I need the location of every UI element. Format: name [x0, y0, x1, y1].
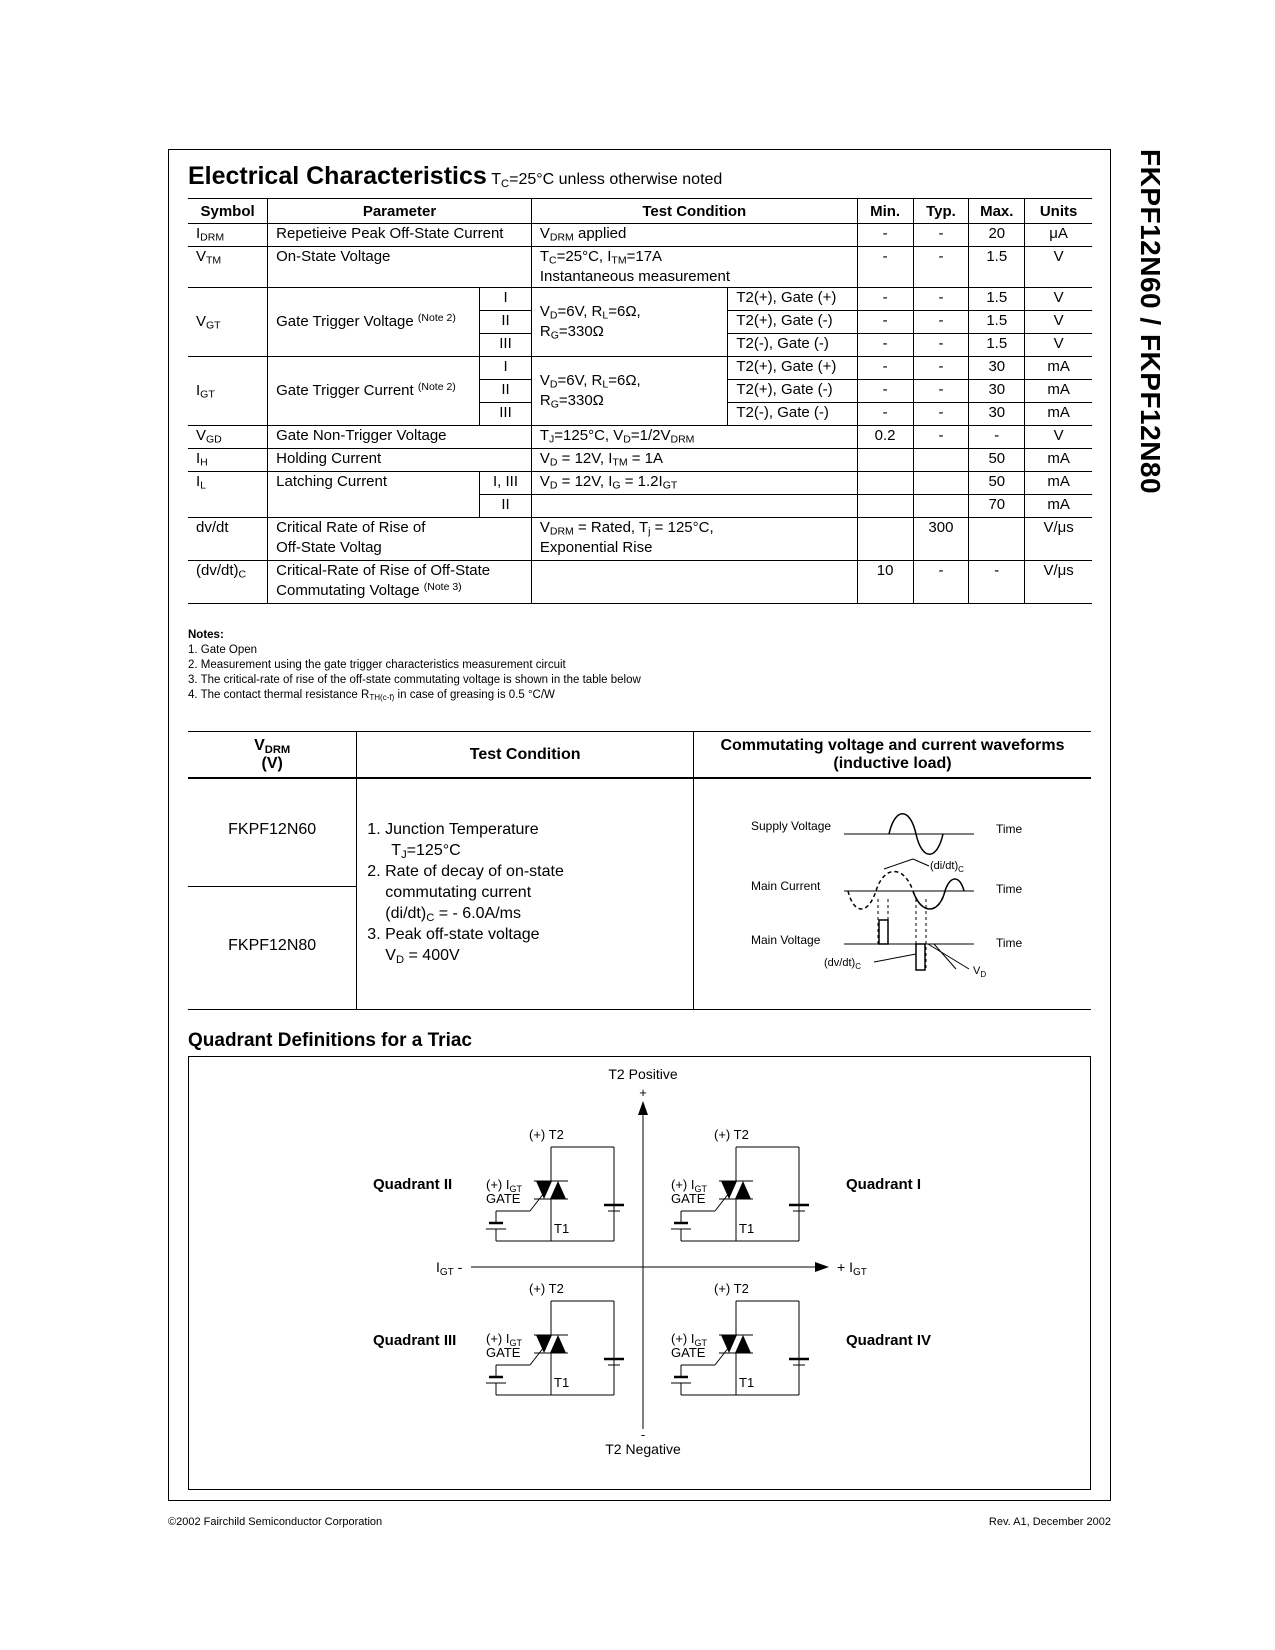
cell-parameter: Holding Current	[268, 449, 532, 472]
triac-circuit-q2	[486, 1127, 624, 1241]
cell-min	[857, 495, 913, 518]
cell-symbol: dv/dt	[188, 518, 268, 561]
cell-unit: mA	[1025, 403, 1092, 426]
cell-min: -	[857, 380, 913, 403]
cell-max: 1.5	[969, 311, 1025, 334]
cell-typ	[913, 472, 969, 495]
cell-symbol: $(dv/dt)_C$	[188, 561, 268, 604]
section-condition: $T_C=25^\circ C$ unless otherwise noted	[491, 171, 723, 190]
igt-label: (+) $I_{GT}$	[486, 1177, 522, 1194]
cell-max: 20	[969, 224, 1025, 247]
header-typ: Typ.	[913, 199, 969, 224]
cell-quadrant: I	[480, 288, 532, 311]
cell-min	[857, 472, 913, 495]
t1-label: T1	[739, 1221, 755, 1236]
vd-leader	[928, 944, 969, 969]
didt-label: $(di/dt)_C$	[929, 860, 964, 874]
cell-typ: -	[913, 403, 969, 426]
table-header-row	[188, 732, 1091, 779]
main-voltage-label: Main Voltage	[750, 933, 821, 947]
table-row	[188, 426, 1092, 449]
condition-3b: $V_D = 400V$	[385, 947, 460, 966]
cell-waveforms	[693, 778, 1091, 1010]
cell-unit: mA	[1025, 357, 1092, 380]
table-row	[188, 472, 1092, 495]
header-units: Units	[1025, 199, 1092, 224]
note-3: 3. The critical-rate of rise of the off-state commutating voltage is shown in the table below	[188, 674, 641, 686]
cell-max: 70	[969, 495, 1025, 518]
cell-min: 0.2	[857, 426, 913, 449]
cell-quadrant: I, III	[480, 472, 532, 495]
didt-leader-2	[913, 859, 929, 866]
cell-typ	[913, 495, 969, 518]
cell-test-condition	[357, 778, 694, 1010]
current-waveform-solid	[913, 879, 964, 909]
t1-label: T1	[739, 1375, 755, 1390]
cell-unit: V	[1025, 247, 1092, 288]
cell-condition: $V_D=6V$, $R_L=6\Omega$, $R_G=330\Omega$	[531, 288, 728, 357]
header-waveforms: Commutating voltage and current waveforms (inductive load)	[693, 732, 1091, 779]
cell-symbol: $I_{DRM}$	[188, 224, 268, 247]
cell-min: 10	[857, 561, 913, 604]
cell-typ: -	[913, 247, 969, 288]
table-row	[188, 778, 1091, 1010]
side-title-container	[1112, 149, 1166, 669]
cell-symbol: $V_{TM}$	[188, 247, 268, 288]
cell-max: 30	[969, 380, 1025, 403]
cell-typ: -	[913, 288, 969, 311]
cell-parameter: On-State Voltage	[268, 247, 532, 288]
gate-label: GATE	[486, 1345, 521, 1360]
cell-quadrant: I	[480, 357, 532, 380]
cell-max: -	[969, 426, 1025, 449]
table-row	[188, 357, 1092, 380]
cell-min: -	[857, 357, 913, 380]
table-row	[188, 518, 1092, 561]
cell-unit: V	[1025, 311, 1092, 334]
cell-gate: T2(+), Gate (-)	[728, 380, 857, 403]
table-row	[188, 288, 1092, 311]
triac-circuit-q1	[671, 1127, 809, 1241]
voltage-pulse-positive	[879, 920, 888, 944]
t2-label: (+) T2	[529, 1127, 564, 1142]
quadrant-diagram	[189, 1057, 1090, 1489]
cell-max: 1.5	[969, 247, 1025, 288]
cell-symbol: $I_H$	[188, 449, 268, 472]
header-vdrm: $V_{DRM}$ (V)	[188, 732, 357, 779]
header-test-condition: Test Condition	[531, 199, 857, 224]
voltage-pulse-negative	[916, 944, 925, 970]
cell-unit: V/μs	[1025, 518, 1092, 561]
plus-label: +	[639, 1085, 647, 1100]
cell-unit: mA	[1025, 380, 1092, 403]
current-waveform	[848, 872, 945, 910]
t2-label: (+) T2	[529, 1281, 564, 1296]
cell-min: -	[857, 224, 913, 247]
quadrant-iv-label: Quadrant IV	[846, 1332, 932, 1349]
quadrant-iii-label: Quadrant III	[373, 1332, 457, 1349]
cell-parts	[188, 778, 357, 1010]
cell-min: -	[857, 311, 913, 334]
cell-parameter: Gate Trigger Current $^{(Note 2)}$	[268, 357, 480, 426]
cell-typ: -	[913, 334, 969, 357]
igt-positive-label: + $I_{GT}$	[837, 1259, 867, 1278]
cell-unit: V/μs	[1025, 561, 1092, 604]
part-number: FKPF12N60	[228, 821, 317, 838]
cell-unit: V	[1025, 288, 1092, 311]
igt-label: (+) $I_{GT}$	[671, 1331, 707, 1348]
electrical-characteristics-table	[188, 198, 1092, 604]
table-header-row	[188, 199, 1092, 224]
cell-max: 1.5	[969, 288, 1025, 311]
cell-min	[857, 518, 913, 561]
t2-negative-label: T2 Negative	[605, 1441, 681, 1457]
cell-quadrant: II	[480, 495, 532, 518]
cell-max: 30	[969, 403, 1025, 426]
didt-leader	[884, 859, 913, 869]
cell-unit: V	[1025, 334, 1092, 357]
cell-typ: -	[913, 380, 969, 403]
cell-gate: T2(+), Gate (+)	[728, 357, 857, 380]
cell-symbol: $I_L$	[188, 472, 268, 518]
quadrant-i-label: Quadrant I	[846, 1176, 922, 1193]
header-parameter: Parameter	[268, 199, 532, 224]
cell-unit: mA	[1025, 495, 1092, 518]
cell-quadrant: II	[480, 311, 532, 334]
part-cell-1	[188, 779, 356, 887]
electrical-characteristics-title	[188, 162, 722, 191]
triac-circuit-q4	[671, 1281, 809, 1395]
t2-label: (+) T2	[714, 1127, 749, 1142]
cell-typ: -	[913, 311, 969, 334]
quadrant-diagram-box	[188, 1056, 1091, 1490]
cell-typ: -	[913, 426, 969, 449]
table-row	[188, 561, 1092, 604]
cell-condition: $V_D = 12V$, $I_G = 1.2I_{GT}$	[531, 472, 857, 495]
time-label: Time	[995, 882, 1023, 896]
cell-parameter: Repetieive Peak Off-State Current	[268, 224, 532, 247]
notes	[188, 628, 641, 703]
cell-max: 30	[969, 357, 1025, 380]
header-min: Min.	[857, 199, 913, 224]
cell-condition: $T_C=25^\circ C$, $I_{TM}=17A$ Instantaneous measurement	[531, 247, 857, 288]
cell-max: 50	[969, 449, 1025, 472]
supply-voltage-label: Supply Voltage	[750, 819, 832, 833]
cell-min	[857, 449, 913, 472]
cell-quadrant: III	[480, 334, 532, 357]
cell-parameter: Latching Current	[268, 472, 480, 518]
dvdt-label: $(dv/dt)_C$	[823, 957, 861, 971]
quadrant-title: Quadrant Definitions for a Triac	[188, 1030, 472, 1051]
note-2: 2. Measurement using the gate trigger characteristics measurement circuit	[188, 659, 566, 671]
gate-label: GATE	[671, 1345, 706, 1360]
note-4: 4. The contact thermal resistance $R_{TH(c-f)}$ in case of greasing is 0.5 °C/W	[188, 689, 555, 702]
waveform-diagram	[694, 779, 1091, 1007]
part-cell-2	[188, 887, 356, 1007]
t1-label: T1	[554, 1221, 570, 1236]
cell-max	[969, 518, 1025, 561]
cell-min: -	[857, 334, 913, 357]
cell-unit: V	[1025, 426, 1092, 449]
table-row	[188, 449, 1092, 472]
gate-label: GATE	[671, 1191, 706, 1206]
cell-gate: T2(-), Gate (-)	[728, 334, 857, 357]
cell-parameter: Gate Trigger Voltage $^{(Note 2)}$	[268, 288, 480, 357]
cell-symbol: $V_{GT}$	[188, 288, 268, 357]
cell-condition: $V_D=6V$, $R_L=6\Omega$, $R_G=330\Omega$	[531, 357, 728, 426]
side-title: FKPF12N60 / FKPF12N80	[1135, 149, 1166, 495]
header-test-condition: Test Condition	[357, 732, 694, 779]
igt-negative-label: $I_{GT}$ -	[436, 1259, 463, 1278]
cell-parameter: Critical-Rate of Rise of Off-State Commutating Voltage $^{(Note 3)}$	[268, 561, 532, 604]
cell-unit: mA	[1025, 472, 1092, 495]
footer-copyright: ©2002 Fairchild Semiconductor Corporation	[168, 1516, 383, 1528]
dvdt-leader	[874, 954, 916, 962]
cell-max: -	[969, 561, 1025, 604]
cell-max: 50	[969, 472, 1025, 495]
cell-gate: T2(+), Gate (+)	[728, 288, 857, 311]
cell-min: -	[857, 288, 913, 311]
gate-label: GATE	[486, 1191, 521, 1206]
notes-heading: Notes:	[188, 629, 224, 641]
quadrant-ii-label: Quadrant II	[373, 1176, 453, 1193]
condition-1: 1. Junction Temperature	[367, 821, 539, 838]
condition-3: 3. Peak off-state voltage	[367, 926, 540, 943]
cell-condition: $V_D = 12V$, $I_{TM} = 1A$	[531, 449, 857, 472]
cell-symbol: $I_{GT}$	[188, 357, 268, 426]
cell-condition: $V_{DRM}$ = Rated, $T_j = 125^\circ C$, Exponential Rise	[531, 518, 857, 561]
cell-condition: $V_{DRM}$ applied	[531, 224, 857, 247]
t2-label: (+) T2	[714, 1281, 749, 1296]
cell-parameter: Critical Rate of Rise of Off-State Voltag	[268, 518, 532, 561]
table-row	[188, 224, 1092, 247]
cell-typ: -	[913, 224, 969, 247]
time-label: Time	[995, 936, 1023, 950]
header-symbol: Symbol	[188, 199, 268, 224]
part-number: FKPF12N80	[228, 937, 317, 954]
horizontal-axis-arrow	[815, 1262, 829, 1272]
cell-gate: T2(-), Gate (-)	[728, 403, 857, 426]
cell-condition	[531, 495, 857, 518]
cell-quadrant: III	[480, 403, 532, 426]
cell-symbol: $V_{GD}$	[188, 426, 268, 449]
condition-1b: $T_J=125^\circ C$	[391, 842, 461, 861]
cell-unit: μA	[1025, 224, 1092, 247]
cell-condition	[531, 561, 857, 604]
cell-max: 1.5	[969, 334, 1025, 357]
time-label: Time	[995, 822, 1023, 836]
vertical-axis-arrow	[638, 1101, 648, 1115]
footer-revision: Rev. A1, December 2002	[988, 1516, 1111, 1528]
cell-typ	[913, 449, 969, 472]
table-row	[188, 247, 1092, 288]
note-1: 1. Gate Open	[188, 644, 258, 656]
t1-label: T1	[554, 1375, 570, 1390]
cell-condition: $T_J=125^\circ C$, $V_D=1/2V_{DRM}$	[531, 426, 857, 449]
minus-label: -	[640, 1427, 646, 1442]
commutating-table	[188, 731, 1091, 1010]
condition-2b: commutating current	[385, 884, 532, 901]
cell-min: -	[857, 247, 913, 288]
igt-label: (+) $I_{GT}$	[486, 1331, 522, 1348]
main-current-label: Main Current	[750, 879, 821, 893]
vd-leader-2	[934, 944, 956, 969]
igt-label: (+) $I_{GT}$	[671, 1177, 707, 1194]
triac-circuit-q3	[486, 1281, 624, 1395]
condition-2: 2. Rate of decay of on-state	[367, 863, 564, 880]
t2-positive-label: T2 Positive	[608, 1066, 678, 1082]
cell-typ: 300	[913, 518, 969, 561]
cell-min: -	[857, 403, 913, 426]
cell-parameter: Gate Non-Trigger Voltage	[268, 426, 532, 449]
header-max: Max.	[969, 199, 1025, 224]
condition-2c: $(di/dt)_C$ = - 6.0A/ms	[385, 905, 521, 924]
cell-unit: mA	[1025, 449, 1092, 472]
cell-typ: -	[913, 561, 969, 604]
cell-gate: T2(+), Gate (-)	[728, 311, 857, 334]
cell-typ: -	[913, 357, 969, 380]
cell-quadrant: II	[480, 380, 532, 403]
section-title: Electrical Characteristics	[188, 162, 487, 190]
vd-label: $V_D$	[972, 965, 987, 979]
